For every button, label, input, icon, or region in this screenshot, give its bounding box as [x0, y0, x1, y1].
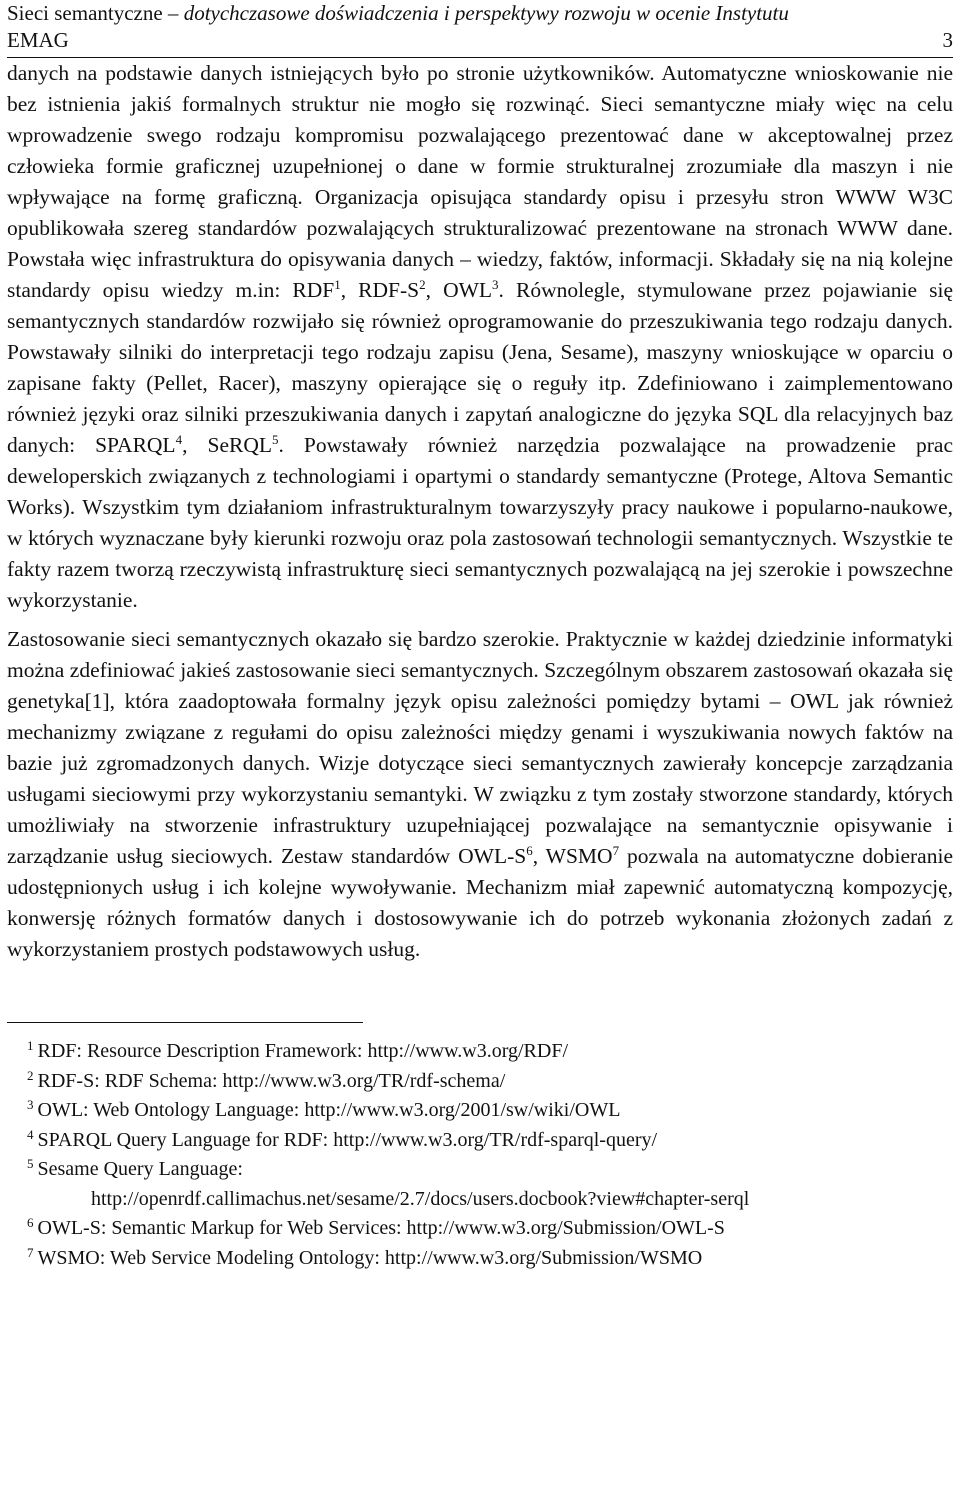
- running-header: [7, 0, 953, 54]
- footnote-text: SPARQL Query Language for RDF: http://www.w3.org/TR/rdf-sparql-query/: [37, 1128, 658, 1151]
- p2-text-1: Zastosowanie sieci semantycznych okazało się bardzo szerokie. Praktycznie w każdej dziedzinie informatyki można zdefiniować jakieś zastosowanie sieci semantycznych. Szczególnym obszarem zastosowań okazała się genetyka[1], która zaadoptowała formalny język opisu zależności pomiędzy bytami – OWL jak również mechanizmy związane z regułami do opisu zależności między genami i wyszukiwania nowych faktów na bazie już zgromadzonych danych. Wizje dotyczące sieci semantycznych zawierały koncepcje zarządzania usługami sieciowymi przy wykorzystaniu semantyki. W związku z tym zostały stworzone standardy, których umożliwiały na stworzenie infrastruktury uzupełniającej pozwalające na semantycznie opisywanie i zarządzanie usług sieciowych. Zestaw standardów OWL-S: [7, 627, 953, 868]
- footnote-number: 6: [27, 1215, 34, 1230]
- header-title-italic: dotychczasowe doświadczenia i perspektywy rozwoju w ocenie Instytutu: [183, 1, 789, 25]
- footnote-ref-2: 2: [419, 277, 426, 292]
- footnote-1: [7, 1037, 953, 1067]
- p1-text-1: danych na podstawie danych istniejących było po stronie użytkowników. Automatyczne wnioskowanie nie bez istnienia jakiś formalnych struktur nie mogło się rozwinąć. Sieci semantyczne miały więc na celu wprowadzenie swego rodzaju kompromisu pozwalającego prezentować dane w akceptowalnej przez człowieka formie graficznej uzupełnionej o dane w formie strukturalnej zrozumiałe dla maszyn i nie wpływające na formę graficzną. Organizacja opisująca standardy opisu i przesyłu stron WWW W3C opublikowała szereg standardów pozwalających strukturalizować prezentowane na stronach WWW dane. Powstała więc infrastruktura do opisywania danych – wiedzy, faktów, informacji. Składały się na nią kolejne standardy opisu wiedzy m.in: RDF: [7, 61, 953, 302]
- footnote-ref-3: 3: [492, 277, 499, 292]
- footnote-text: WSMO: Web Service Modeling Ontology: http://www.w3.org/Submission/WSMO: [37, 1246, 703, 1269]
- page-number: 3: [942, 28, 953, 52]
- document-page: [7, 0, 953, 1273]
- p1-text-3: , OWL: [425, 278, 493, 302]
- footnote-2: [7, 1067, 953, 1097]
- p1-text-5: , SeRQL: [182, 433, 272, 457]
- footnote-ref-7: 7: [612, 843, 620, 858]
- footnote-text: OWL-S: Semantic Markup for Web Services: http://www.w3.org/Submission/OWL-S: [37, 1217, 725, 1239]
- header-title-end: EMAG: [7, 28, 69, 52]
- footnote-5: [7, 1155, 953, 1185]
- p2-text-2: , WSMO: [532, 844, 613, 868]
- footnote-number: 2: [27, 1067, 34, 1083]
- footnote-text: RDF-S: RDF Schema: http://www.w3.org/TR/rdf-schema/: [37, 1069, 506, 1092]
- footnote-4: [7, 1126, 953, 1156]
- footnote-text: RDF: Resource Description Framework: http://www.w3.org/RDF/: [37, 1040, 569, 1062]
- body-paragraph-2: [7, 624, 953, 965]
- footnote-number: 3: [27, 1097, 34, 1112]
- footnote-number: 1: [27, 1038, 34, 1053]
- body-paragraph-1: [7, 58, 953, 616]
- p1-text-6: . Powstawały również narzędzia pozwalające na prowadzenie prac deweloperskich związanych z technologiami i opartymi o standardy semantyczne (Protege, Altova Semantic Works). Wszystkim tym działaniom infrastrukturalnym towarzyszyły pracy naukowe i popularno-naukowe, w których wyznaczane były kierunki rozwoju oraz pola zastosowań technologii semantycznych. Wszystkie te fakty razem tworzą rzeczywistą infrastrukturę sieci semantycznych pozwalającą na jej szerokie i powszechne wykorzystanie.: [7, 433, 954, 612]
- footnote-7: [7, 1244, 953, 1274]
- footnote-3: [7, 1096, 953, 1126]
- footnote-ref-5: 5: [272, 432, 279, 447]
- footnote-number: 7: [27, 1244, 34, 1260]
- footnote-6: [7, 1214, 953, 1244]
- footnote-ref-4: 4: [175, 432, 183, 447]
- footnotes: [7, 1037, 953, 1273]
- footnote-5-url[interactable]: http://openrdf.callimachus.net/sesame/2.7/docs/users.docbook?view#chapter-serql: [91, 1187, 750, 1210]
- footnote-text: OWL: Web Ontology Language: http://www.w3.org/2001/sw/wiki/OWL: [37, 1099, 621, 1121]
- p1-text-4: . Równolegle, stymulowane przez pojawianie się semantycznych standardów rozwijało się również oprogramowanie do przeszukiwania tego rodzaju danych. Powstawały silniki do interpretacji tego rodzaju zapisu (Jena, Sesame), maszyny wnioskujące w oparciu o zapisane fakty (Pellet, Racer), maszyny opierające się o reguły itp. Zdefiniowano i zaimplementowano również języki oraz silniki przeszukiwania danych i zapytań analogiczne do języka SQL dla relacyjnych baz danych: SPARQL: [7, 278, 954, 457]
- p1-text-2: , RDF-S: [340, 278, 420, 302]
- footnote-separator: [7, 1022, 363, 1023]
- footnote-number: 5: [27, 1156, 34, 1171]
- footnote-ref-6: 6: [526, 843, 533, 858]
- p2-text-3: pozwala na automatyczne dobieranie udostępnionych usług i ich kolejne wywoływanie. Mechanizm miał zapewnić automatyczną kompozycję, konwersję różnych formatów danych i dostosowywanie ich do potrzeb wykonania złożonych zadań z wykorzystaniem prostych podstawowych usług.: [7, 844, 953, 961]
- footnote-number: 4: [27, 1126, 34, 1142]
- header-title-plain: Sieci semantyczne –: [7, 1, 184, 25]
- footnote-text: Sesame Query Language:: [37, 1158, 243, 1180]
- footnote-ref-1: 1: [334, 277, 341, 292]
